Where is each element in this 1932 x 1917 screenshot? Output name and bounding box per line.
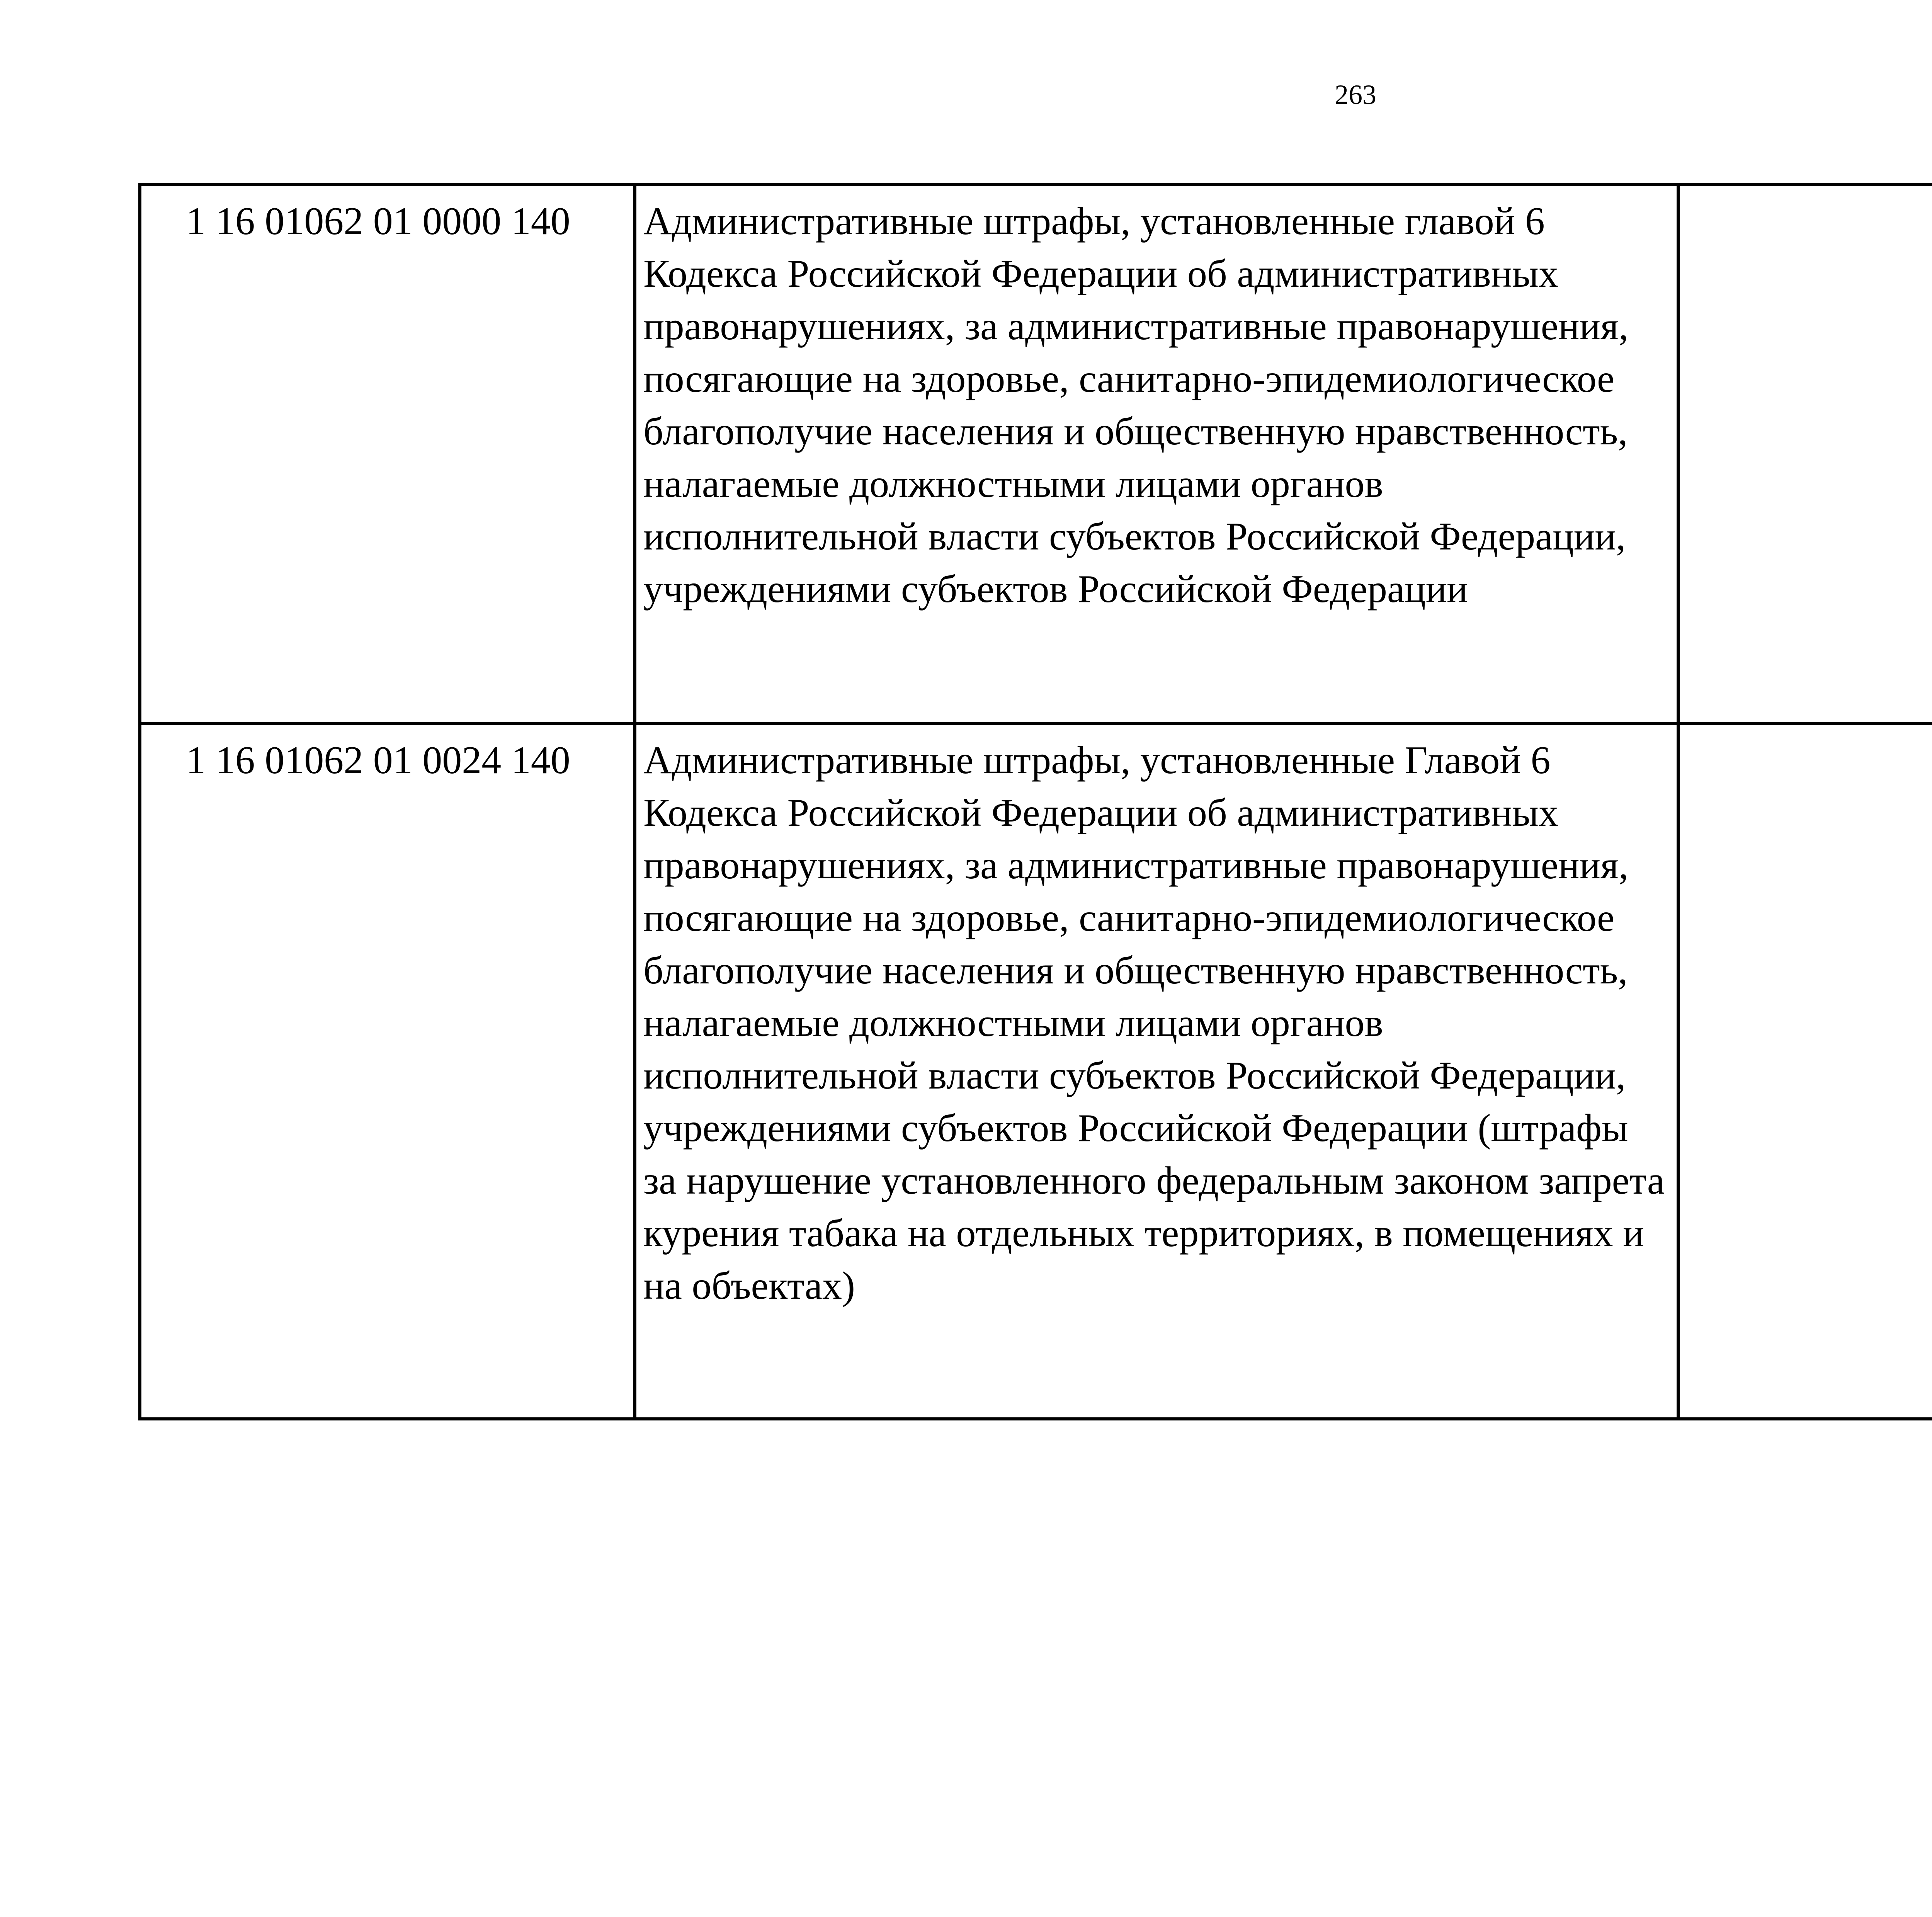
revenue-name-cell: Административные штрафы, установленные Главой 6 Кодекса Российской Федерации об административных правонарушениях, за административные правонарушения, посягающие на здоровье, санитарно-эпидемиологическое благополучие населения и общественную нравственность, налагаемые должностными лицами органов исполнительной власти субъектов Российской Федерации, учреждениями субъектов Российской Федерации (штрафы за нарушение установленного федеральным законом запрета курения табака на отдельных территориях, в помещениях и на объектах) [635,723,1678,1419]
budget-revenue-table [138,183,1932,1420]
value-cell-year-1 [1678,184,1932,723]
table-row [140,723,1932,1419]
revenue-name-cell: Административные штрафы, установленные главой 6 Кодекса Российской Федерации об административных правонарушениях, за административные правонарушения, посягающие на здоровье, санитарно-эпидемиологическое благополучие населения и общественную нравственность, налагаемые должностными лицами органов исполнительной власти субъектов Российской Федерации, учреждениями субъектов Российской Федерации [635,184,1678,723]
value-cell-year-1 [1678,723,1932,1419]
revenue-code-cell: 1 16 01062 01 0000 140 [140,184,635,723]
table-row [140,184,1932,723]
page-number: 263 [1335,79,1376,110]
revenue-code-cell: 1 16 01062 01 0024 140 [140,723,635,1419]
